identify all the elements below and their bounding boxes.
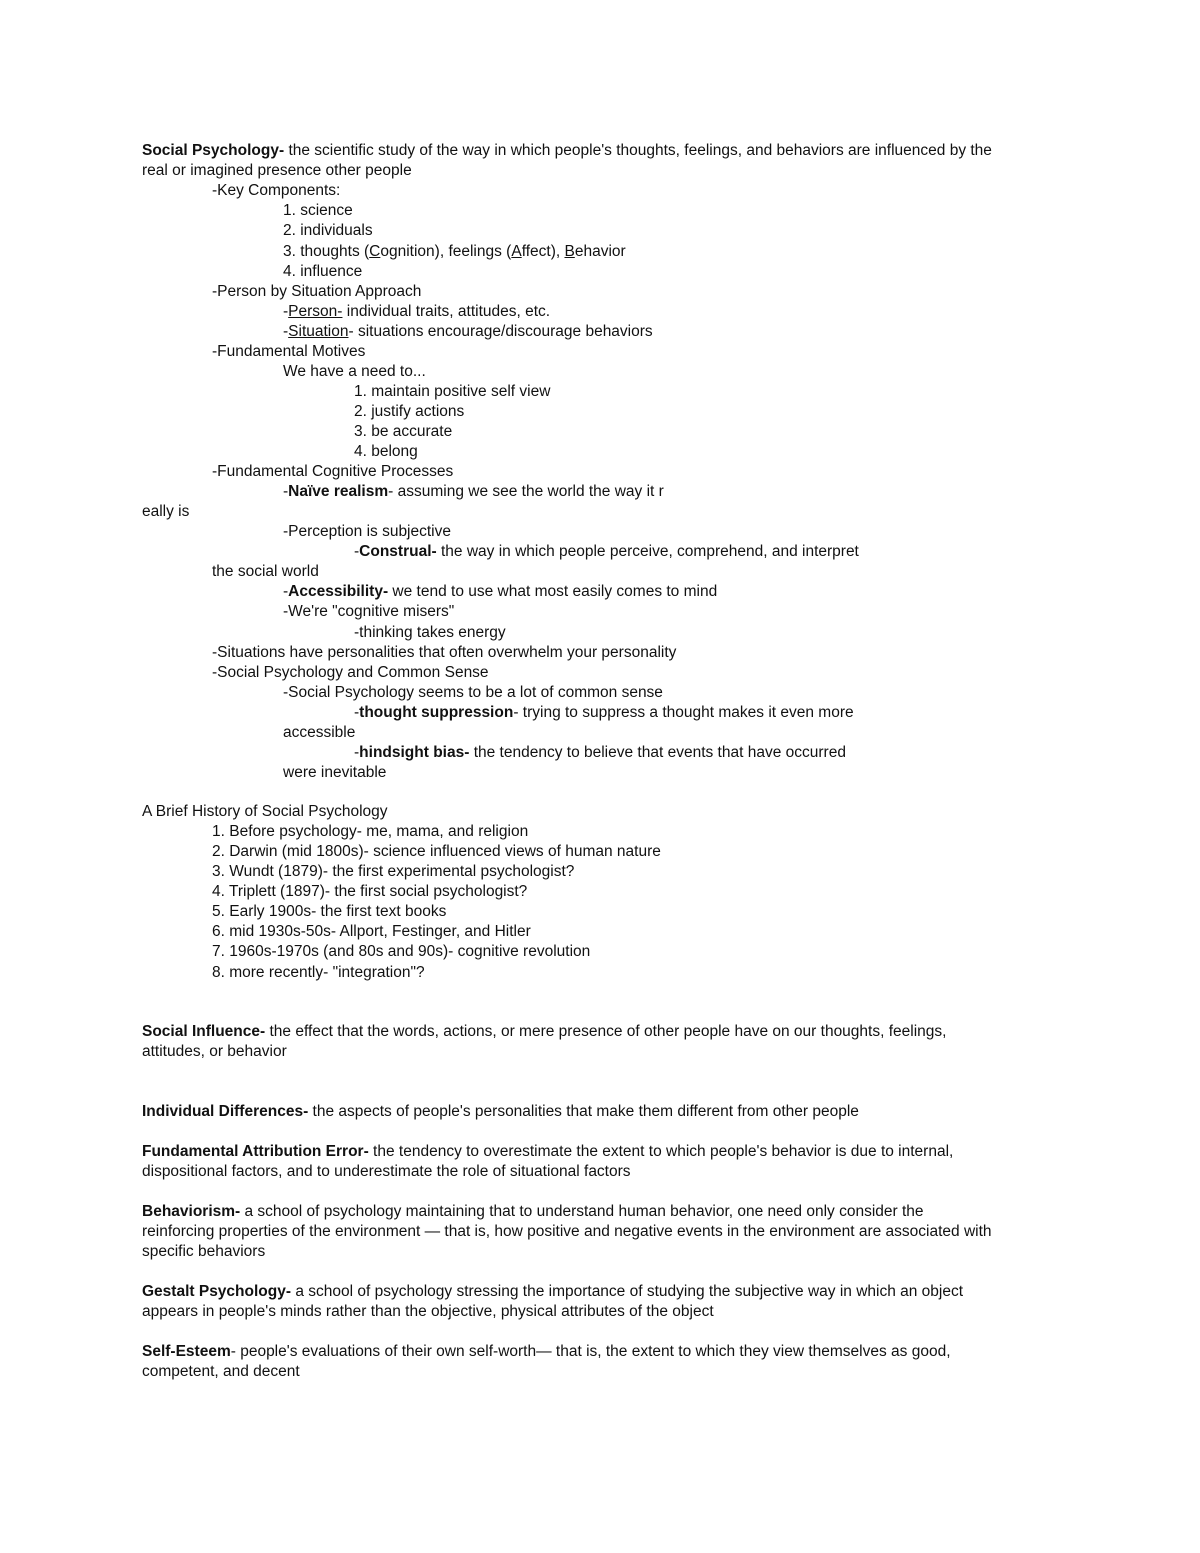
- definition-continuation: attitudes, or behavior: [142, 1043, 287, 1060]
- definition-continuation: competent, and decent: [142, 1363, 300, 1380]
- fae-definition: Fundamental Attribution Error- the tendency to overestimate the extent to which people's behavior is due to internal,: [142, 1143, 954, 1160]
- list-item: 2. individuals: [283, 222, 373, 239]
- list-item: 3. be accurate: [354, 423, 453, 440]
- thought-suppression-wrap: accessible: [283, 724, 356, 741]
- situations-item: -Situations have personalities that often overwhelm your personality: [212, 644, 677, 661]
- person-situation-heading: -Person by Situation Approach: [212, 283, 422, 300]
- construal-wrap: the social world: [212, 563, 319, 580]
- list-item: 4. influence: [283, 263, 363, 280]
- thinking-energy-item: -thinking takes energy: [354, 624, 506, 641]
- perception-item: -Perception is subjective: [283, 523, 451, 540]
- motives-intro: We have a need to...: [283, 363, 426, 380]
- person-definition: -Person- individual traits, attitudes, etc.: [283, 303, 551, 320]
- history-item: 4. Triplett (1897)- the first social psychologist?: [212, 883, 528, 900]
- list-item: 1. maintain positive self view: [354, 383, 551, 400]
- history-item: 7. 1960s-1970s (and 80s and 90s)- cognitive revolution: [212, 943, 591, 960]
- cognitive-heading: -Fundamental Cognitive Processes: [212, 463, 454, 480]
- history-item: 2. Darwin (mid 1800s)- science influenced views of human nature: [212, 843, 661, 860]
- term: Social Psychology-: [142, 142, 285, 159]
- history-heading: A Brief History of Social Psychology: [142, 803, 388, 820]
- common-sense-item: -Social Psychology seems to be a lot of common sense: [283, 684, 663, 701]
- history-item: 8. more recently- "integration"?: [212, 964, 425, 981]
- key-components-heading: -Key Components:: [212, 182, 341, 199]
- accessibility-definition: -Accessibility- we tend to use what most easily comes to mind: [283, 583, 718, 600]
- list-item-abc: 3. thoughts (Cognition), feelings (Affect), Behavior: [283, 243, 626, 260]
- hindsight-bias-definition: -hindsight bias- the tendency to believe that events that have occurred: [354, 744, 846, 761]
- list-item: 1. science: [283, 202, 353, 219]
- history-item: 6. mid 1930s-50s- Allport, Festinger, and Hitler: [212, 923, 531, 940]
- naive-realism-definition: -Naïve realism- assuming we see the world the way it r: [283, 483, 664, 500]
- behaviorism-definition: Behaviorism- a school of psychology maintaining that to understand human behavior, one need only consider the: [142, 1203, 924, 1220]
- cognitive-misers-item: -We're "cognitive misers": [283, 603, 455, 620]
- definition-continuation: dispositional factors, and to underestimate the role of situational factors: [142, 1163, 631, 1180]
- definition-continuation: real or imagined presence other people: [142, 162, 412, 179]
- definition-text: the scientific study of the way in which people's thoughts, feelings, and behaviors are influenced by the: [284, 142, 992, 159]
- history-item: 1. Before psychology- me, mama, and religion: [212, 823, 529, 840]
- self-esteem-definition: Self-Esteem- people's evaluations of their own self-worth— that is, the extent to which they view themselves as good,: [142, 1343, 951, 1360]
- history-item: 5. Early 1900s- the first text books: [212, 903, 447, 920]
- gestalt-definition: Gestalt Psychology- a school of psychology stressing the importance of studying the subjective way in which an object: [142, 1283, 964, 1300]
- thought-suppression-definition: -thought suppression- trying to suppress a thought makes it even more: [354, 704, 854, 721]
- definition-continuation: reinforcing properties of the environment — that is, how positive and negative events in the environment are associated with: [142, 1223, 992, 1240]
- letter-a: A: [511, 243, 522, 260]
- construal-definition: -Construal- the way in which people perceive, comprehend, and interpret: [354, 543, 859, 560]
- social-psychology-definition: [142, 141, 992, 161]
- motives-heading: -Fundamental Motives: [212, 343, 366, 360]
- naive-realism-wrap: eally is: [142, 503, 190, 520]
- letter-c: C: [369, 243, 381, 260]
- social-influence-definition: Social Influence- the effect that the words, actions, or mere presence of other people have on our thoughts, feelings,: [142, 1023, 947, 1040]
- history-item: 3. Wundt (1879)- the first experimental psychologist?: [212, 863, 575, 880]
- definition-continuation: appears in people's minds rather than the objective, physical attributes of the object: [142, 1303, 714, 1320]
- list-item: 4. belong: [354, 443, 418, 460]
- situation-definition: -Situation- situations encourage/discourage behaviors: [283, 323, 653, 340]
- individual-differences-definition: Individual Differences- the aspects of people's personalities that make them different from other people: [142, 1103, 859, 1120]
- letter-b: B: [564, 243, 575, 260]
- common-sense-heading: -Social Psychology and Common Sense: [212, 664, 489, 681]
- definition-continuation: specific behaviors: [142, 1243, 266, 1260]
- hindsight-bias-wrap: were inevitable: [283, 764, 387, 781]
- list-item: 2. justify actions: [354, 403, 465, 420]
